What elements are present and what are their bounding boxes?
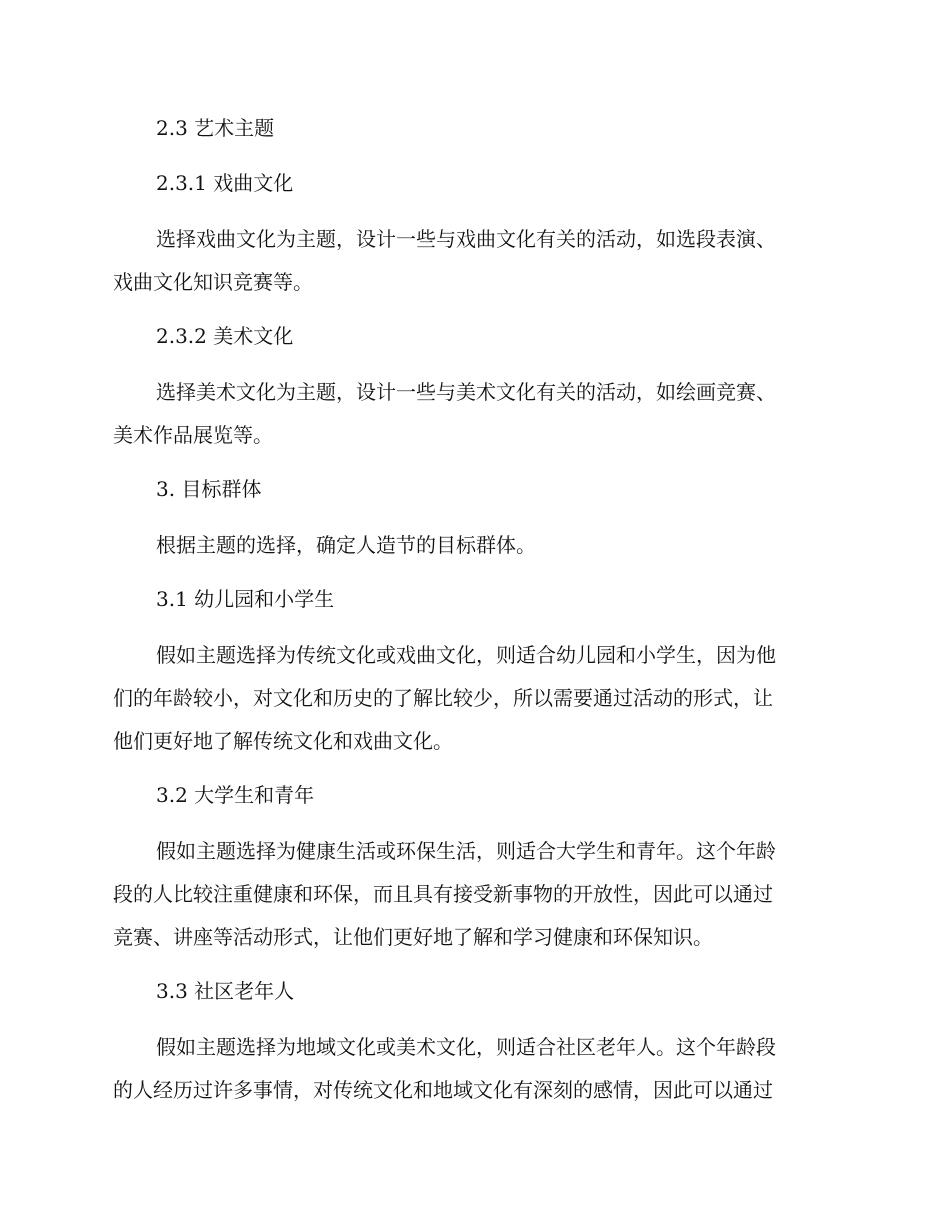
paragraph-kindergarten (113, 634, 833, 763)
paragraph-elderly (113, 1026, 833, 1112)
section-heading-3-3: 3.3 社区老年人 (156, 979, 295, 1003)
paragraph-line: 假如主题选择为传统文化或戏曲文化，则适合幼儿园和小学生，因为他 (156, 643, 776, 667)
paragraph-university-youth (113, 830, 833, 959)
paragraph-line: 他们更好地了解传统文化和戏曲文化。 (113, 729, 453, 753)
paragraph-line: 的人经历过许多事情，对传统文化和地域文化有深刻的感情，因此可以通过 (113, 1078, 773, 1102)
paragraph-line: 根据主题的选择，确定人造节的目标群体。 (156, 533, 536, 557)
paragraph-target-group-intro (113, 524, 833, 567)
section-heading-3-2: 3.2 大学生和青年 (156, 783, 315, 807)
paragraph-line: 假如主题选择为地域文化或美术文化，则适合社区老年人。这个年龄段 (156, 1035, 776, 1059)
paragraph-art-culture (113, 371, 833, 457)
document-content (113, 108, 833, 1112)
section-heading-2-3-1: 2.3.1 戏曲文化 (156, 171, 294, 195)
paragraph-opera-culture (113, 218, 833, 304)
paragraph-line: 段的人比较注重健康和环保，而且具有接受新事物的开放性，因此可以通过 (113, 882, 773, 906)
paragraph-line: 竞赛、讲座等活动形式，让他们更好地了解和学习健康和环保知识。 (113, 925, 713, 949)
paragraph-line: 选择美术文化为主题，设计一些与美术文化有关的活动，如绘画竞赛、 (156, 380, 776, 404)
paragraph-line: 美术作品展览等。 (113, 423, 273, 447)
section-heading-3: 3. 目标群体 (156, 477, 262, 501)
paragraph-line: 假如主题选择为健康生活或环保生活，则适合大学生和青年。这个年龄 (156, 839, 776, 863)
section-heading-3-1: 3.1 幼儿园和小学生 (156, 587, 335, 611)
section-heading-2-3-2: 2.3.2 美术文化 (156, 324, 294, 348)
paragraph-line: 们的年龄较小，对文化和历史的了解比较少，所以需要通过活动的形式，让 (113, 686, 773, 710)
section-heading-2-3: 2.3 艺术主题 (156, 116, 275, 140)
paragraph-line: 选择戏曲文化为主题，设计一些与戏曲文化有关的活动，如选段表演、 (156, 227, 776, 251)
paragraph-line: 戏曲文化知识竞赛等。 (113, 270, 313, 294)
